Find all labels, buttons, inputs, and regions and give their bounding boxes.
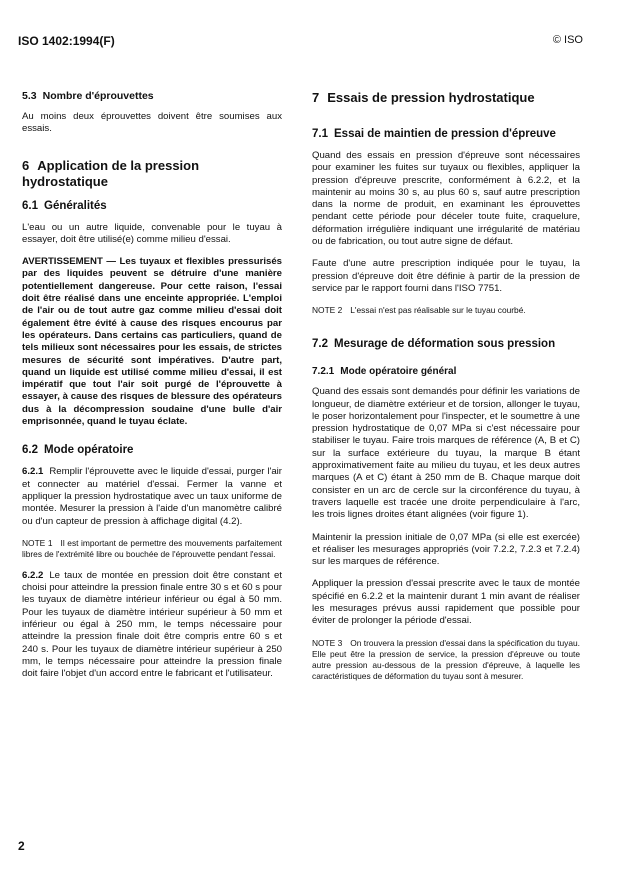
section-number: 6.1 <box>22 199 38 212</box>
warning-label: AVERTISSEMENT <box>22 256 103 268</box>
paragraph <box>22 466 282 527</box>
section-number: 7.2 <box>312 338 328 351</box>
section-title: Mode opératoire <box>44 444 134 457</box>
paragraph: Faute d'une autre prescription indiquée pour le tuyau, la pression d'épreuve doit être définie à partir de la pression de service par le rapport fourni dans l'ISO 7751. <box>312 258 580 294</box>
section-title: Mesurage de déformation sous pression <box>334 338 556 351</box>
warning-text: — Les tuyaux et flexibles pressurisés par des liquides peuvent se détruire d'une manière potentiellement dangereuse. Pour cette raison, l'essai doit être réalisé dans une enceinte appropriée. L'emploi de l'air ou de tout autre gaz comme milieu d'essai doit également être évité à cause des risques encourus par les opérateurs. Dans certains cas particuliers, quand de tels milieux sont nécessaires pour les essais, de strictes mesures de sécurité sont impératives. D'autre part, quand un liquide est utilisé comme milieu d'essai, il est impératif que tout l'air soit purgé de l'éprouvette à essayer, à cause des risques de blessure des opérateurs dus à la décompression soudaine d'une bulle d'air emprisonnée, quand le tuyau éclate. <box>22 256 282 428</box>
section-title: Généralités <box>44 199 107 212</box>
heading-6 <box>22 158 282 190</box>
section-number: 6.2 <box>22 444 38 457</box>
heading-6-1 <box>22 200 282 212</box>
heading-7-1 <box>312 128 580 140</box>
heading-5-3 <box>22 90 282 102</box>
section-title: Nombre d'éprouvettes <box>42 90 154 102</box>
left-column <box>22 90 282 691</box>
paragraph <box>22 570 282 681</box>
clause-number: 6.2.1 <box>22 466 44 478</box>
section-number: 7 <box>312 90 320 105</box>
paragraph: L'eau ou un autre liquide, convenable pour le tuyau à essayer, doit être utilisé(e) comme milieu d'essai. <box>22 221 282 245</box>
paragraph: Au moins deux éprouvettes doivent être soumises aux essais. <box>22 111 282 135</box>
heading-7-2 <box>312 338 580 350</box>
note-text: L'essai n'est pas réalisable sur le tuyau courbé. <box>350 305 526 316</box>
heading-7-2-1 <box>312 366 580 377</box>
note-text: On trouvera la pression d'essai dans la spécification du tuyau. Elle peut être la pression de service, la pression d'épreuve ou toute autre pression au-dessous de la pression d'épreuve, à laquelle les caractéristiques de déformation du tuyau sont à mesurer. <box>312 637 581 681</box>
document-id: ISO 1402:1994(F) <box>18 34 115 48</box>
note <box>312 638 580 682</box>
paragraph: Appliquer la pression d'essai prescrite avec le taux de montée spécifié en 6.2.2 et la maintenir durant 1 min avant de réaliser les mesurages prévus aussi rapidement que possible pour éviter de prolonger la période d'essai. <box>312 578 580 627</box>
copyright: © ISO <box>552 34 583 46</box>
clause-text: Remplir l'éprouvette avec le liquide d'essai, purger l'air et connecter au matériel d'essai. Fermer la vanne et appliquer la pression hydrostatique avec un taux uniforme de montée. Mesurer la pression à l'aide d'un manomètre calibré ou d'un capteur de pression à affichage digital (4.2). <box>22 466 282 527</box>
clause-text: Le taux de montée en pression doit être constant et choisi pour atteindre la pression finale entre 30 s et 60 s pour les tuyaux de diamètre intérieur inférieur ou égal à 50 mm. Pour les tuyaux de diamètre intérieur supérieur à 50 mm et inférieur ou égal à 250 mm, le temps nécessaire pour atteindre la pression finale doit être compris entre 60 s et 240 s. Pour les tuyaux de diamètre intérieur supérieur à 250 mm, le temps nécessaire pour atteindre la pression finale doit faire l'objet d'un accord entre le fabricant et l'utilisateur. <box>22 569 282 680</box>
note <box>312 305 580 316</box>
section-number: 5.3 <box>22 90 37 102</box>
section-title: Mode opératoire général <box>340 366 457 378</box>
paragraph: Quand des essais sont demandés pour définir les variations de longueur, de diamètre extérieur et de torsion, allonger le tuyau, le poser horizontalement pour l'inspecter, et le soumettre à une pression hydrostatique de 0,07 MPa si c'est nécessaire pour stabiliser le tuyau. Faire trois marques de référence (A, B et C) sur la surface extérieure du tuyau, la marque B étant approximativement faite au milieu du tuyau, et les deux autres marques (A et C) étant à 250 mm de B. Chaque marque doit consister en un arc de cercle sur la circonférence du tuyau, à travers laquelle est tracée une droite perpendiculaire à l'arc, les trois lignes droites étant alignées (voir figure 1). <box>312 386 580 521</box>
right-column <box>312 90 580 692</box>
paragraph: Quand des essais en pression d'épreuve sont nécessaires pour examiner les fuites sur tuyaux ou flexibles, appliquer la pression d'épreuve prescrite, conformément à 6.2.2, et la maintenir au moins 30 s, au plus 60 s, sauf autre prescription dans la norme de produit, en examinant les éprouvettes pendant cette période pour déceler toute fuite, craquelure, déformation irrégulière indiquant une irrégularité de matériau ou de fabrication, ou tout autre signe de défaut. <box>312 150 580 248</box>
section-number: 6 <box>22 157 30 173</box>
clause-number: 6.2.2 <box>22 569 44 581</box>
page-number: 2 <box>18 839 25 853</box>
section-number: 7.1 <box>312 128 328 140</box>
heading-6-2 <box>22 444 282 456</box>
warning-paragraph <box>22 256 282 428</box>
section-title: Essai de maintien de pression d'épreuve <box>334 128 556 140</box>
heading-7 <box>312 90 580 106</box>
note-label: NOTE 3 <box>312 637 343 648</box>
note-label: NOTE 1 <box>22 537 53 548</box>
section-title: Application de la pression hydrostatique <box>22 157 200 189</box>
note-text: Il est important de permettre des mouvements parfaitement libres de l'extrémité libre ou bouchée de l'éprouvette pendant l'essai. <box>22 537 283 559</box>
section-number: 7.2.1 <box>312 366 335 378</box>
note <box>22 538 282 560</box>
note-label: NOTE 2 <box>312 305 343 316</box>
paragraph: Maintenir la pression initiale de 0,07 MPa (si elle est exercée) et réaliser les mesurages appropriés (voir 7.2.2, 7.2.3 et 7.2.4) sur les marques de référence. <box>312 531 580 568</box>
section-title: Essais de pression hydrostatique <box>327 90 535 105</box>
